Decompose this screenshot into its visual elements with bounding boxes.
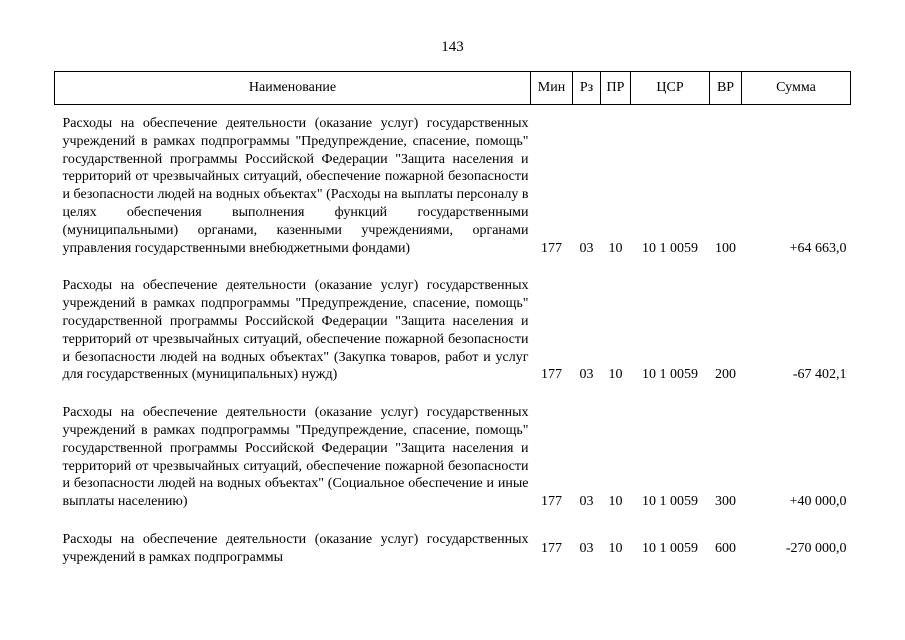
column-header-pr: ПР — [601, 72, 631, 105]
row-vr: 100 — [715, 240, 736, 256]
column-header-csr: ЦСР — [631, 72, 710, 105]
row-name: Расходы на обеспечение деятельности (оказание услуг) государственных учреждений в рамках подпрограммы "Предупреждение, спасение, помощь" государственной программы Российской Федерации "Защита населения и территорий от чрезвычайных ситуаций, обеспечение пожарной безопасности и безопасности людей на водных объектах" (Социальное обеспечение и иные выплаты населению) — [62, 405, 529, 510]
row-csr: 10 1 0059 — [642, 494, 698, 510]
row-vr: 600 — [715, 540, 736, 556]
row-csr: 10 1 0059 — [642, 540, 698, 556]
row-vr: 300 — [715, 494, 736, 510]
row-name: Расходы на обеспечение деятельности (оказание услуг) государственных учреждений в рамках подпрограммы — [62, 531, 529, 565]
row-rz: 03 — [579, 540, 594, 556]
row-pr: 10 — [608, 494, 623, 510]
table-row — [55, 394, 851, 521]
row-pr: 10 — [608, 367, 623, 383]
row-min: 177 — [541, 494, 562, 510]
column-header-rz: Рз — [573, 72, 601, 105]
page-number: 143 — [441, 39, 464, 55]
row-csr: 10 1 0059 — [642, 367, 698, 383]
table-header-row — [55, 72, 851, 105]
column-header-min: Мин — [531, 72, 573, 105]
table-row — [55, 521, 851, 567]
row-sum: +40 000,0 — [789, 494, 847, 510]
row-name: Расходы на обеспечение деятельности (оказание услуг) государственных учреждений в рамках подпрограммы "Предупреждение, спасение, помощь" государственной программы Российской Федерации "Защита населения и территорий от чрезвычайных ситуаций, обеспечение пожарной безопасности и безопасности людей на водных объектах" (Расходы на выплаты персоналу в целях обеспечения выполнения функций государственными (муниципальными) органами, казенными учреждениями, органами управления государственными внебюджетными фондами) — [62, 116, 529, 256]
row-rz: 03 — [579, 367, 594, 383]
budget-table — [54, 71, 851, 567]
row-rz: 03 — [579, 494, 594, 510]
row-rz: 03 — [579, 240, 594, 256]
table-row — [55, 105, 851, 268]
row-pr: 10 — [608, 540, 623, 556]
column-header-name: Наименование — [55, 72, 531, 105]
row-sum: -270 000,0 — [785, 540, 847, 556]
row-name: Расходы на обеспечение деятельности (оказание услуг) государственных учреждений в рамках подпрограммы "Предупреждение, спасение, помощь" государственной программы Российской Федерации "Защита населения и территорий от чрезвычайных ситуаций, обеспечение пожарной безопасности и безопасности людей на водных объектах" (Закупка товаров, работ и услуг для государственных (муниципальных) нужд) — [62, 278, 529, 383]
row-min: 177 — [541, 240, 562, 256]
row-min: 177 — [541, 540, 562, 556]
row-pr: 10 — [608, 240, 623, 256]
column-header-sum: Сумма — [742, 72, 851, 105]
row-sum: -67 402,1 — [792, 367, 847, 383]
table-row — [55, 267, 851, 394]
row-sum: +64 663,0 — [789, 240, 847, 256]
column-header-vr: ВР — [710, 72, 742, 105]
row-csr: 10 1 0059 — [642, 240, 698, 256]
row-min: 177 — [541, 367, 562, 383]
row-vr: 200 — [715, 367, 736, 383]
